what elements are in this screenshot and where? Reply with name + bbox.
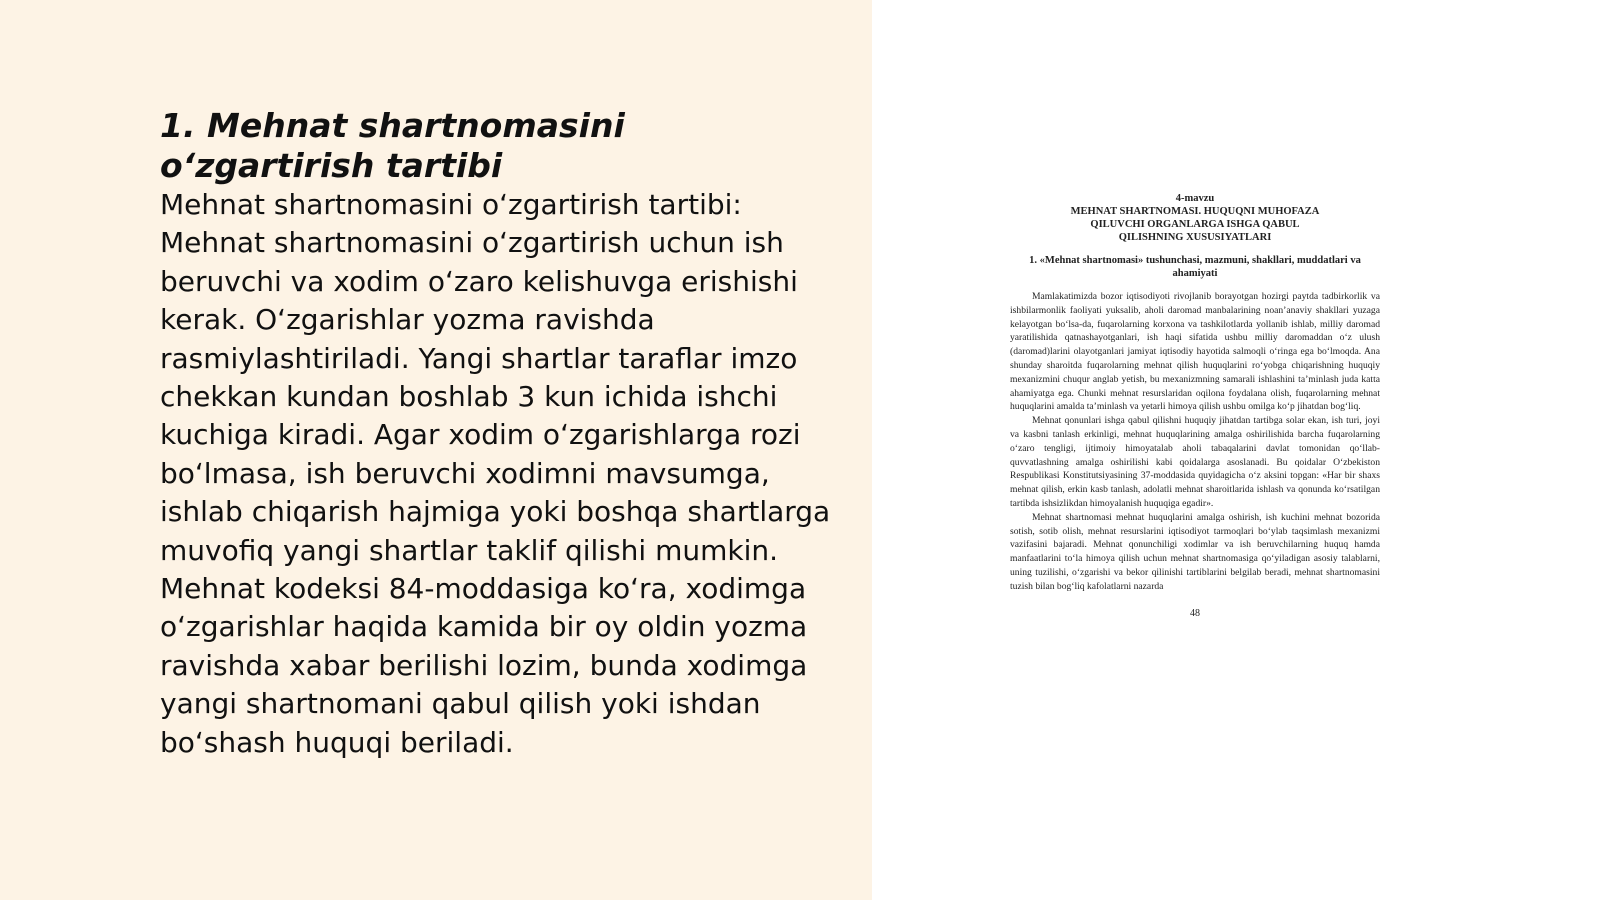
doc-paragraph: Mehnat qonunlari ishga qabul qilishni huquqiy jihatdan tartibga solar ekan, ish turi, joyi va kasbni tanlash erkinligi, mehnat huquqlarining amalga oshirilishida barcha fuqarolarning oʻzaro tengligi, ijtimoiy himoyatalab aholi tabaqalarini davlat tomonidan qoʻllab-quvvatlashning amalga oshirilishi kabi qoidalarga asoslanadi. Bu qoidalar Oʻzbekiston Respublikasi Konstitutsiyasining 37-moddasida quyidagicha oʻz aksini topgan: «Har bir shaxs mehnat qilish, erkin kasb tanlash, adolatli mehnat sharoitlarida ishlash va qonunda koʻrsatilgan tartibda ishsizlikdan himoyalanish huquqiga egadir». xyxy=(1010,415,1380,509)
doc-paragraph: Mamlakatimizda bozor iqtisodiyoti rivojlanib borayotgan hozirgi paytda tadbirkorlik va ishbilarmonlik faoliyati yuksalib, aholi daromad manbalarining noanʼanaviy shakllari yuzaga kelayotgan boʻlsa-da, fuqarolarning korxona va tashkilotlarda yollanib ishlab, milliy daromad yaratilishida qatnashayotganlari, ish haqi sifatida ushbu milliy daromaddan oʻz ulush (daromad)larini olayotganlari jamiyat iqtisodiy hayotida salmoqli oʻringa ega boʻlmoqda. Ana shunday sharoitda fuqarolarning mehnat qilish huquqlarini roʻyobga chiqarishning huquqiy mexanizmini chuqur anglab yetish, bu mexanizmning samarali ishlashini taʼminlash juda katta ahamiyatga ega. Chunki mehnat resurslaridan oqilona foydalana olish, fuqarolarning mehnat huquqlarini amalda taʼminlash va yetarli himoya qilish ushbu omilga koʻp jihatdan bogʻliq. xyxy=(1010,291,1380,413)
doc-heading-line: QILISHNING XUSUSIYATLARI xyxy=(1118,232,1272,243)
slide-title: 1. Mehnat shartnomasini oʻzgartirish tartibi xyxy=(160,106,625,185)
slide-body-text: Mehnat shartnomasini oʻzgartirish tartibi: Mehnat shartnomasini oʻzgartirish uchun ish beruvchi va xodim oʻzaro kelishuvga erishishi kerak. Oʻzgarishlar yozma ravishda rasmiylashtiriladi. Yangi shartlar taraflar imzo chekkan kundan boshlab 3 kun ichida ishchi kuchiga kiradi. Agar xodim oʻzgarishlarga rozi boʻlmasa, ish beruvchi xodimni mavsumga, ishlab chiqarish hajmiga yoki boshqa shartlarga muvofiq yangi shartlar taklif qilishi mumkin. Mehnat kodeksi 84-moddasiga koʻra, xodimga oʻzgarishlar haqida kamida bir oy oldin yozma ravishda xabar berilishi lozim, bunda xodimga yangi shartnomani qabul qilish yoki ishdan boʻshash huquqi beriladi. xyxy=(160,188,831,759)
doc-paragraph: Mehnat shartnomasi mehnat huquqlarini amalga oshirish, ish kuchini mehnat bozorida sotish, sotib olish, mehnat resurslarini iqtisodiyot tarmoqlari boʻylab taqsimlash mexanizmi vazifasini bajaradi. Mehnat qonunchiligi xodimlar va ish beruvchilarning huquq hamda manfaatlarini toʻla himoya qilish uchun mehnat shartnomasiga qoʻyiladigan asosiy talablarni, uning tuzilishi, oʻzgarishi va bekor qilinishi tartiblarini belgilab beradi, mehnat shartnomasini tuzish bilan bogʻliq kafolatlarni nazarda xyxy=(1010,511,1380,592)
doc-heading-line: QILUVCHI ORGANLARGA ISHGA QABUL xyxy=(1090,219,1300,230)
doc-section-heading: 1. «Mehnat shartnomasi» tushunchasi, mazmuni, shakllari, muddatlari va ahamiyati xyxy=(1029,255,1361,279)
doc-heading-line: MEHNAT SHARTNOMASI. HUQUQNI MUHOFAZA xyxy=(1070,206,1320,217)
doc-topic-label: 4-mavzu xyxy=(1175,193,1215,204)
doc-page-number: 48 xyxy=(1190,607,1200,619)
document-page-image xyxy=(1010,192,1380,619)
